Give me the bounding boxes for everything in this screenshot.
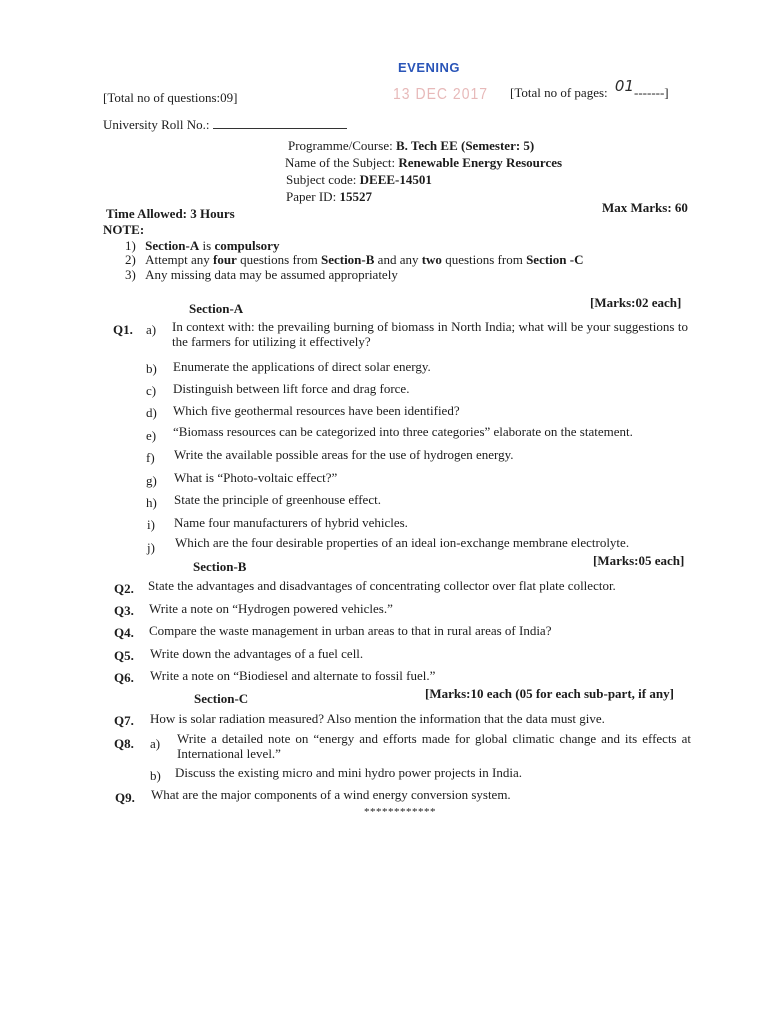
part-label: d) — [146, 405, 157, 420]
subject-value: Renewable Energy Resources — [398, 155, 563, 170]
question-text: Write down the advantages of a fuel cell. — [150, 646, 364, 661]
total-pages-label: [Total no of pages: — [510, 85, 608, 100]
note-text: two — [421, 252, 442, 267]
question-text: Write a note on “Biodiesel and alternate to fossil fuel.” — [150, 668, 436, 683]
max-marks: Max Marks: 60 — [602, 200, 688, 215]
note-text: questions from — [236, 252, 321, 267]
note-text: Section-A — [145, 238, 200, 253]
section-b-marks: [Marks:05 each] — [593, 553, 685, 568]
total-questions: [Total no of questions:09] — [103, 90, 238, 105]
part-label: h) — [146, 495, 157, 510]
paper-id-label: Paper ID: — [286, 189, 337, 204]
total-pages-close: -------] — [634, 85, 669, 100]
roll-number-row — [103, 116, 347, 133]
part-text: Name four manufacturers of hybrid vehicles. — [174, 515, 408, 530]
part-text: Write a detailed note on “energy and efforts made for global climatic change and its effects at International level.” — [177, 731, 691, 761]
question-number: Q6. — [114, 670, 134, 685]
note-text: four — [212, 252, 237, 267]
total-pages — [510, 77, 669, 101]
part-label: a) — [150, 736, 161, 751]
question-text: Compare the waste management in urban areas to that in rural areas of India? — [149, 623, 552, 638]
programme-label: Programme/Course: — [288, 138, 393, 153]
part-label: j) — [147, 540, 155, 555]
note-item — [125, 252, 584, 268]
note-item-number: 1) — [125, 238, 136, 253]
time-allowed: Time Allowed: 3 Hours — [106, 206, 235, 221]
paper-id-value: 15527 — [339, 189, 372, 204]
part-label: c) — [146, 383, 157, 398]
note-item-number: 3) — [125, 267, 136, 282]
subject-line — [285, 155, 562, 171]
subject-label: Name of the Subject: — [285, 155, 396, 170]
question-number: Q5. — [114, 648, 134, 663]
question-text: What are the major components of a wind energy conversion system. — [151, 787, 511, 802]
question-number: Q2. — [114, 581, 134, 596]
part-label: a) — [146, 322, 157, 337]
paper-id-line — [286, 189, 372, 205]
question-text: Write a note on “Hydrogen powered vehicles.” — [149, 601, 393, 616]
part-text: “Biomass resources can be categorized into three categories” elaborate on the statement. — [173, 424, 633, 439]
roll-label: University Roll No.: — [103, 117, 210, 132]
section-a-marks: [Marks:02 each] — [590, 295, 682, 310]
roll-number-blank — [213, 116, 347, 129]
programme-value: B. Tech EE (Semester: 5) — [395, 138, 535, 153]
part-label: i) — [147, 517, 155, 532]
section-b-title: Section-B — [193, 559, 247, 574]
part-text: Write the available possible areas for the use of hydrogen energy. — [174, 447, 514, 462]
end-marker: ************ — [364, 806, 436, 818]
question-number: Q8. — [114, 736, 134, 751]
programme-line — [288, 138, 534, 154]
question-number: Q3. — [114, 603, 134, 618]
part-text: Distinguish between lift force and drag force. — [173, 381, 410, 396]
note-text: Section -C — [526, 252, 584, 267]
note-text: compulsory — [214, 238, 280, 253]
part-label: g) — [146, 473, 157, 488]
question-number: Q7. — [114, 713, 134, 728]
part-text: State the principle of greenhouse effect. — [174, 492, 381, 507]
note-text: questions from — [441, 252, 527, 267]
part-text: What is “Photo-voltaic effect?” — [174, 470, 338, 485]
note-text: Section-B — [320, 252, 375, 267]
evening-stamp: EVENING — [398, 60, 461, 75]
total-pages-value: 01 — [614, 77, 634, 95]
question-number: Q9. — [115, 790, 135, 805]
question-text: State the advantages and disadvantages of concentrating collector over flat plate collector. — [148, 578, 616, 593]
section-c-marks: [Marks:10 each (05 for each sub-part, if any] — [425, 686, 674, 701]
subject-code-line — [286, 172, 432, 188]
note-text: and any — [374, 252, 422, 267]
note-text: is — [199, 238, 215, 253]
part-text: Which five geothermal resources have been identified? — [173, 403, 460, 418]
subject-code-label: Subject code: — [286, 172, 357, 187]
part-text: Enumerate the applications of direct solar energy. — [173, 359, 431, 374]
part-label: b) — [150, 768, 161, 783]
question-number: Q4. — [114, 625, 134, 640]
question-text: How is solar radiation measured? Also mention the information that the data must give. — [150, 711, 605, 726]
part-label: f) — [146, 450, 155, 465]
note-text: Any missing data may be assumed appropriately — [145, 267, 398, 282]
question-number: Q1. — [113, 322, 133, 337]
part-label: e) — [146, 428, 157, 443]
note-heading: NOTE: — [103, 222, 145, 237]
note-text: Attempt any — [145, 252, 213, 267]
part-text: Which are the four desirable properties of an ideal ion-exchange membrane electrolyte. — [175, 535, 630, 550]
subject-code-value: DEEE-14501 — [359, 172, 432, 187]
part-text: In context with: the prevailing burning of biomass in North India; what will be your suggestions to the farmers for utilizing it effectively? — [172, 319, 688, 349]
part-text: Discuss the existing micro and mini hydro power projects in India. — [175, 765, 522, 780]
note-item-number: 2) — [125, 252, 136, 267]
part-label: b) — [146, 361, 157, 376]
section-a-title: Section-A — [189, 301, 244, 316]
date-stamp: 13 DEC 2017 — [393, 83, 489, 103]
section-c-title: Section-C — [194, 691, 249, 706]
note-item — [125, 267, 398, 283]
